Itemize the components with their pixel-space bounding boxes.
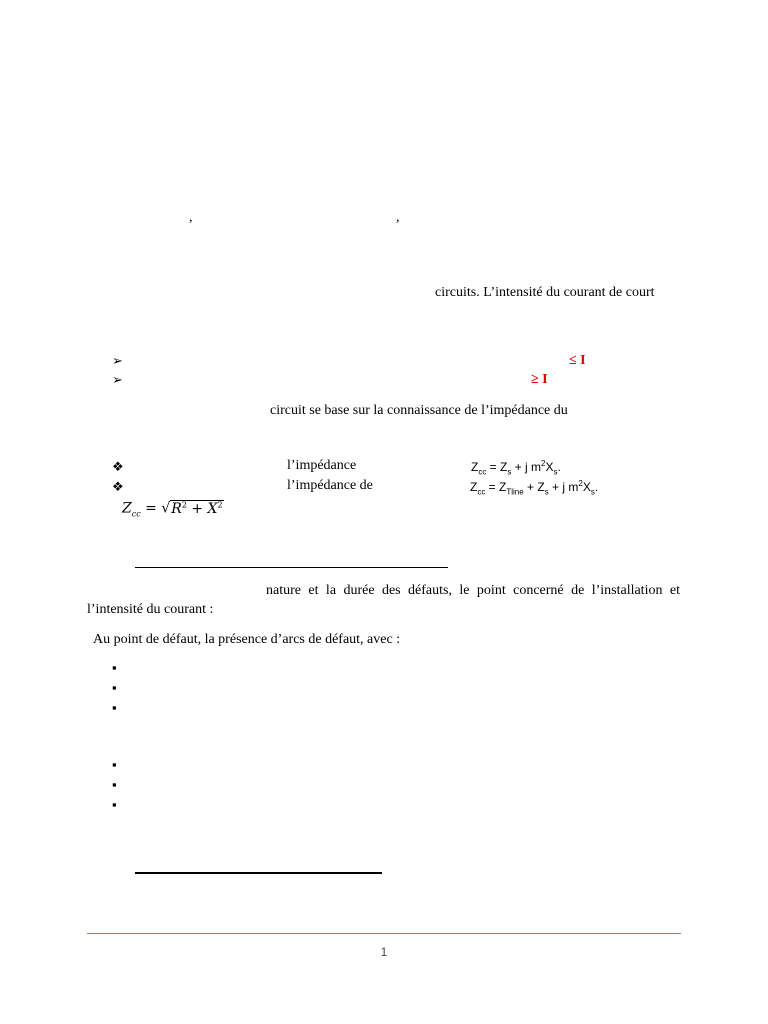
page-number: 1	[380, 945, 388, 959]
arrow-bullet-icon: ➢	[112, 353, 123, 368]
diamond-bullet-icon: ❖	[112, 479, 124, 494]
text-circuit-base: circuit se base sur la connaissance de l’impédance du	[270, 403, 568, 418]
section-underline	[135, 872, 382, 874]
square-bullet-icon: ▪	[112, 757, 117, 772]
comma-fragment: ,	[189, 210, 193, 225]
square-bullet-icon: ▪	[112, 797, 117, 812]
square-bullet-icon: ▪	[112, 660, 117, 675]
red-le-symbol: ≤ I	[569, 353, 586, 368]
arrow-bullet-icon: ➢	[112, 372, 123, 387]
red-ge-symbol: ≥ I	[531, 372, 548, 387]
text-impedance-1: l’impédance	[287, 458, 357, 473]
formula-zcc-1: $Z_{cc} = Z_s + j$ $m^2X_s$.	[471, 459, 561, 477]
square-bullet-icon: ▪	[112, 700, 117, 715]
square-bullet-icon: ▪	[112, 777, 117, 792]
diamond-bullet-icon: ❖	[112, 459, 124, 474]
text-arcs: Au point de défaut, la présence d’arcs de défaut, avec :	[93, 632, 401, 647]
text-impedance-2: l’impédance de	[287, 478, 373, 493]
text-intensite: l’intensité du courant :	[87, 602, 214, 617]
text-nature: nature et la durée des défauts, le point concerné de l’installation et	[266, 583, 680, 598]
formula-zcc-2: $Z_{cc} = Z_{Tline} + Z_s + j$ $m^2X_s$.	[470, 479, 599, 497]
text-circuits: circuits. L’intensité du courant de court	[435, 285, 655, 300]
formula-zcc-sqrt: $Z_{cc} = √R^2 + X^2$	[122, 500, 223, 519]
footer-divider	[87, 933, 681, 934]
comma-fragment: ,	[396, 210, 400, 225]
square-bullet-icon: ▪	[112, 680, 117, 695]
section-underline	[135, 567, 448, 568]
